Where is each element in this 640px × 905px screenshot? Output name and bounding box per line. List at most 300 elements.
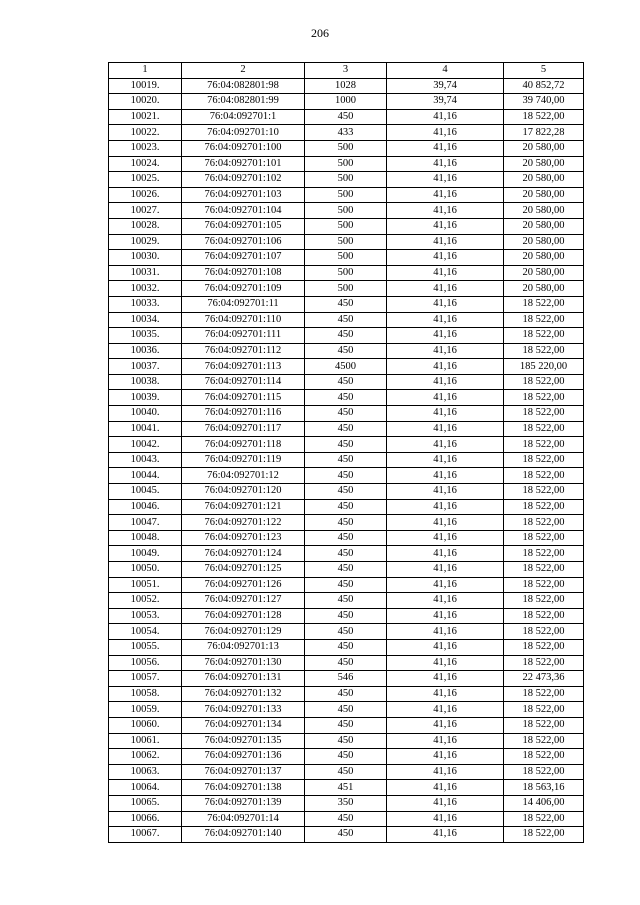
cadastral-number-cell: 76:04:082801:98 [182, 78, 305, 94]
value-cell: 18 522,00 [504, 468, 584, 484]
table-row [109, 671, 584, 687]
row-number-cell: 10032. [109, 281, 182, 297]
table-row [109, 328, 584, 344]
row-number-cell: 10054. [109, 624, 182, 640]
table-row [109, 546, 584, 562]
row-number-cell: 10039. [109, 390, 182, 406]
row-number-cell: 10053. [109, 608, 182, 624]
row-number-cell: 10048. [109, 530, 182, 546]
area-cell: 450 [305, 827, 387, 843]
cadastral-number-cell: 76:04:092701:128 [182, 608, 305, 624]
cadastral-number-cell: 76:04:092701:106 [182, 234, 305, 250]
value-cell: 18 522,00 [504, 312, 584, 328]
rate-cell: 41,16 [387, 811, 504, 827]
value-cell: 18 522,00 [504, 109, 584, 125]
value-cell: 18 522,00 [504, 639, 584, 655]
row-number-cell: 10055. [109, 639, 182, 655]
value-cell: 20 580,00 [504, 187, 584, 203]
row-number-cell: 10056. [109, 655, 182, 671]
value-cell: 18 522,00 [504, 624, 584, 640]
row-number-cell: 10058. [109, 686, 182, 702]
row-number-cell: 10057. [109, 671, 182, 687]
value-cell: 22 473,36 [504, 671, 584, 687]
value-cell: 18 522,00 [504, 499, 584, 515]
value-cell: 18 522,00 [504, 374, 584, 390]
value-cell: 20 580,00 [504, 250, 584, 266]
area-cell: 4500 [305, 359, 387, 375]
area-cell: 500 [305, 156, 387, 172]
row-number-cell: 10064. [109, 780, 182, 796]
row-number-cell: 10028. [109, 218, 182, 234]
value-cell: 18 522,00 [504, 421, 584, 437]
area-cell: 500 [305, 265, 387, 281]
rate-cell: 41,16 [387, 655, 504, 671]
table-row [109, 499, 584, 515]
area-cell: 500 [305, 234, 387, 250]
rate-cell: 41,16 [387, 390, 504, 406]
value-cell: 18 522,00 [504, 811, 584, 827]
table-row [109, 593, 584, 609]
row-number-cell: 10031. [109, 265, 182, 281]
rate-cell: 41,16 [387, 250, 504, 266]
column-number-cell: 4 [387, 63, 504, 79]
value-cell: 18 522,00 [504, 484, 584, 500]
row-number-cell: 10030. [109, 250, 182, 266]
row-number-cell: 10035. [109, 328, 182, 344]
rate-cell: 41,16 [387, 296, 504, 312]
table-row [109, 296, 584, 312]
value-cell: 18 522,00 [504, 437, 584, 453]
cadastral-number-cell: 76:04:092701:115 [182, 390, 305, 406]
rate-cell: 41,16 [387, 499, 504, 515]
value-cell: 18 563,16 [504, 780, 584, 796]
rate-cell: 39,74 [387, 94, 504, 110]
value-cell: 18 522,00 [504, 577, 584, 593]
value-cell: 40 852,72 [504, 78, 584, 94]
table-row [109, 265, 584, 281]
area-cell: 450 [305, 811, 387, 827]
table-row [109, 374, 584, 390]
area-cell: 450 [305, 702, 387, 718]
value-cell: 20 580,00 [504, 140, 584, 156]
column-number-cell: 2 [182, 63, 305, 79]
table-row [109, 608, 584, 624]
cadastral-number-cell: 76:04:092701:133 [182, 702, 305, 718]
table-row [109, 530, 584, 546]
value-cell: 18 522,00 [504, 717, 584, 733]
rate-cell: 41,16 [387, 452, 504, 468]
row-number-cell: 10043. [109, 452, 182, 468]
row-number-cell: 10029. [109, 234, 182, 250]
row-number-cell: 10038. [109, 374, 182, 390]
value-cell: 20 580,00 [504, 265, 584, 281]
row-number-cell: 10066. [109, 811, 182, 827]
cadastral-number-cell: 76:04:092701:112 [182, 343, 305, 359]
rate-cell: 41,16 [387, 312, 504, 328]
table-row [109, 515, 584, 531]
cadastral-number-cell: 76:04:092701:136 [182, 749, 305, 765]
column-number-cell: 5 [504, 63, 584, 79]
rate-cell: 41,16 [387, 421, 504, 437]
table-row [109, 437, 584, 453]
row-number-cell: 10052. [109, 593, 182, 609]
table-row [109, 250, 584, 266]
cadastral-number-cell: 76:04:092701:137 [182, 764, 305, 780]
cadastral-number-cell: 76:04:092701:116 [182, 406, 305, 422]
value-cell: 18 522,00 [504, 546, 584, 562]
area-cell: 500 [305, 203, 387, 219]
table-row [109, 312, 584, 328]
area-cell: 450 [305, 328, 387, 344]
table-row [109, 172, 584, 188]
area-cell: 450 [305, 624, 387, 640]
row-number-cell: 10044. [109, 468, 182, 484]
value-cell: 20 580,00 [504, 218, 584, 234]
area-cell: 450 [305, 577, 387, 593]
rate-cell: 41,16 [387, 780, 504, 796]
value-cell: 18 522,00 [504, 562, 584, 578]
rate-cell: 41,16 [387, 468, 504, 484]
area-cell: 1000 [305, 94, 387, 110]
rate-cell: 41,16 [387, 764, 504, 780]
rate-cell: 41,16 [387, 437, 504, 453]
table-row [109, 452, 584, 468]
rate-cell: 41,16 [387, 733, 504, 749]
value-cell: 39 740,00 [504, 94, 584, 110]
row-number-cell: 10026. [109, 187, 182, 203]
area-cell: 450 [305, 452, 387, 468]
row-number-cell: 10063. [109, 764, 182, 780]
cadastral-number-cell: 76:04:092701:131 [182, 671, 305, 687]
table-row [109, 78, 584, 94]
value-cell: 18 522,00 [504, 686, 584, 702]
area-cell: 450 [305, 717, 387, 733]
value-cell: 18 522,00 [504, 452, 584, 468]
cadastral-number-cell: 76:04:092701:11 [182, 296, 305, 312]
row-number-cell: 10037. [109, 359, 182, 375]
rate-cell: 41,16 [387, 109, 504, 125]
rate-cell: 41,16 [387, 530, 504, 546]
table-row [109, 109, 584, 125]
table-row [109, 203, 584, 219]
value-cell: 18 522,00 [504, 406, 584, 422]
rate-cell: 41,16 [387, 234, 504, 250]
value-cell: 18 522,00 [504, 827, 584, 843]
cadastral-number-cell: 76:04:092701:118 [182, 437, 305, 453]
rate-cell: 41,16 [387, 671, 504, 687]
area-cell: 450 [305, 655, 387, 671]
cadastral-number-cell: 76:04:092701:120 [182, 484, 305, 500]
rate-cell: 41,16 [387, 562, 504, 578]
cadastral-number-cell: 76:04:092701:103 [182, 187, 305, 203]
table-row [109, 421, 584, 437]
row-number-cell: 10042. [109, 437, 182, 453]
row-number-cell: 10062. [109, 749, 182, 765]
area-cell: 450 [305, 312, 387, 328]
rate-cell: 41,16 [387, 218, 504, 234]
area-cell: 450 [305, 686, 387, 702]
table-row [109, 639, 584, 655]
area-cell: 450 [305, 733, 387, 749]
cadastral-number-cell: 76:04:092701:113 [182, 359, 305, 375]
area-cell: 450 [305, 515, 387, 531]
rate-cell: 41,16 [387, 484, 504, 500]
table-row [109, 234, 584, 250]
table-row [109, 125, 584, 141]
cadastral-number-cell: 76:04:092701:138 [182, 780, 305, 796]
table-row [109, 811, 584, 827]
value-cell: 20 580,00 [504, 203, 584, 219]
cadastral-number-cell: 76:04:092701:12 [182, 468, 305, 484]
area-cell: 433 [305, 125, 387, 141]
row-number-cell: 10022. [109, 125, 182, 141]
cadastral-number-cell: 76:04:092701:132 [182, 686, 305, 702]
row-number-cell: 10045. [109, 484, 182, 500]
cadastral-number-cell: 76:04:092701:102 [182, 172, 305, 188]
value-cell: 18 522,00 [504, 655, 584, 671]
rate-cell: 41,16 [387, 827, 504, 843]
column-number-cell: 3 [305, 63, 387, 79]
rate-cell: 41,16 [387, 702, 504, 718]
rate-cell: 41,16 [387, 608, 504, 624]
cadastral-number-cell: 76:04:092701:140 [182, 827, 305, 843]
cadastral-number-cell: 76:04:092701:134 [182, 717, 305, 733]
cadastral-number-cell: 76:04:092701:100 [182, 140, 305, 156]
value-cell: 20 580,00 [504, 281, 584, 297]
row-number-cell: 10023. [109, 140, 182, 156]
cadastral-number-cell: 76:04:092701:104 [182, 203, 305, 219]
table-row [109, 655, 584, 671]
rate-cell: 41,16 [387, 125, 504, 141]
row-number-cell: 10061. [109, 733, 182, 749]
area-cell: 450 [305, 296, 387, 312]
area-cell: 450 [305, 562, 387, 578]
cadastral-number-cell: 76:04:092701:105 [182, 218, 305, 234]
cadastral-value-table [108, 62, 584, 843]
table-row [109, 764, 584, 780]
row-number-cell: 10040. [109, 406, 182, 422]
area-cell: 450 [305, 764, 387, 780]
cadastral-number-cell: 76:04:092701:14 [182, 811, 305, 827]
area-cell: 450 [305, 421, 387, 437]
cadastral-number-cell: 76:04:092701:123 [182, 530, 305, 546]
area-cell: 450 [305, 484, 387, 500]
cadastral-number-cell: 76:04:092701:130 [182, 655, 305, 671]
cadastral-number-cell: 76:04:092701:107 [182, 250, 305, 266]
rate-cell: 41,16 [387, 577, 504, 593]
value-cell: 185 220,00 [504, 359, 584, 375]
row-number-cell: 10027. [109, 203, 182, 219]
row-number-cell: 10050. [109, 562, 182, 578]
table-row [109, 406, 584, 422]
table-row [109, 749, 584, 765]
rate-cell: 41,16 [387, 686, 504, 702]
row-number-cell: 10059. [109, 702, 182, 718]
page-number: 206 [311, 26, 329, 40]
row-number-cell: 10060. [109, 717, 182, 733]
area-cell: 450 [305, 499, 387, 515]
rate-cell: 41,16 [387, 203, 504, 219]
value-cell: 20 580,00 [504, 234, 584, 250]
value-cell: 18 522,00 [504, 390, 584, 406]
rate-cell: 41,16 [387, 639, 504, 655]
area-cell: 450 [305, 749, 387, 765]
area-cell: 450 [305, 546, 387, 562]
table-header-row [109, 63, 584, 79]
table-row [109, 359, 584, 375]
value-cell: 18 522,00 [504, 343, 584, 359]
cadastral-number-cell: 76:04:092701:111 [182, 328, 305, 344]
table-row [109, 187, 584, 203]
cadastral-number-cell: 76:04:082801:99 [182, 94, 305, 110]
rate-cell: 41,16 [387, 374, 504, 390]
rate-cell: 41,16 [387, 406, 504, 422]
rate-cell: 41,16 [387, 749, 504, 765]
table-row [109, 156, 584, 172]
area-cell: 450 [305, 374, 387, 390]
row-number-cell: 10033. [109, 296, 182, 312]
value-cell: 18 522,00 [504, 749, 584, 765]
cadastral-number-cell: 76:04:092701:109 [182, 281, 305, 297]
row-number-cell: 10034. [109, 312, 182, 328]
table-row [109, 94, 584, 110]
table-row [109, 484, 584, 500]
rate-cell: 41,16 [387, 593, 504, 609]
cadastral-number-cell: 76:04:092701:117 [182, 421, 305, 437]
table-body [109, 63, 584, 843]
rate-cell: 41,16 [387, 343, 504, 359]
area-cell: 450 [305, 406, 387, 422]
rate-cell: 41,16 [387, 515, 504, 531]
area-cell: 450 [305, 468, 387, 484]
cadastral-number-cell: 76:04:092701:139 [182, 795, 305, 811]
value-cell: 18 522,00 [504, 530, 584, 546]
rate-cell: 41,16 [387, 281, 504, 297]
value-cell: 18 522,00 [504, 608, 584, 624]
value-cell: 20 580,00 [504, 156, 584, 172]
cadastral-number-cell: 76:04:092701:10 [182, 125, 305, 141]
row-number-cell: 10036. [109, 343, 182, 359]
cadastral-number-cell: 76:04:092701:101 [182, 156, 305, 172]
row-number-cell: 10067. [109, 827, 182, 843]
area-cell: 500 [305, 187, 387, 203]
table-row [109, 577, 584, 593]
rate-cell: 41,16 [387, 795, 504, 811]
table-row [109, 562, 584, 578]
cadastral-number-cell: 76:04:092701:122 [182, 515, 305, 531]
table-row [109, 140, 584, 156]
rate-cell: 41,16 [387, 172, 504, 188]
value-cell: 20 580,00 [504, 172, 584, 188]
row-number-cell: 10051. [109, 577, 182, 593]
area-cell: 1028 [305, 78, 387, 94]
area-cell: 450 [305, 639, 387, 655]
value-cell: 18 522,00 [504, 296, 584, 312]
cadastral-number-cell: 76:04:092701:124 [182, 546, 305, 562]
rate-cell: 41,16 [387, 140, 504, 156]
table-row [109, 702, 584, 718]
area-cell: 450 [305, 343, 387, 359]
area-cell: 450 [305, 530, 387, 546]
value-cell: 17 822,28 [504, 125, 584, 141]
rate-cell: 41,16 [387, 546, 504, 562]
table-row [109, 733, 584, 749]
rate-cell: 39,74 [387, 78, 504, 94]
cadastral-number-cell: 76:04:092701:121 [182, 499, 305, 515]
row-number-cell: 10065. [109, 795, 182, 811]
cadastral-number-cell: 76:04:092701:108 [182, 265, 305, 281]
rate-cell: 41,16 [387, 328, 504, 344]
cadastral-number-cell: 76:04:092701:125 [182, 562, 305, 578]
area-cell: 500 [305, 218, 387, 234]
value-cell: 18 522,00 [504, 593, 584, 609]
area-cell: 500 [305, 250, 387, 266]
area-cell: 500 [305, 281, 387, 297]
cadastral-number-cell: 76:04:092701:114 [182, 374, 305, 390]
rate-cell: 41,16 [387, 624, 504, 640]
rate-cell: 41,16 [387, 717, 504, 733]
rate-cell: 41,16 [387, 187, 504, 203]
table-row [109, 343, 584, 359]
column-number-cell: 1 [109, 63, 182, 79]
table-row [109, 218, 584, 234]
area-cell: 450 [305, 593, 387, 609]
value-cell: 18 522,00 [504, 515, 584, 531]
table-row [109, 624, 584, 640]
area-cell: 450 [305, 608, 387, 624]
area-cell: 451 [305, 780, 387, 796]
area-cell: 500 [305, 140, 387, 156]
cadastral-number-cell: 76:04:092701:110 [182, 312, 305, 328]
value-cell: 18 522,00 [504, 702, 584, 718]
cadastral-number-cell: 76:04:092701:129 [182, 624, 305, 640]
area-cell: 500 [305, 172, 387, 188]
table-row [109, 827, 584, 843]
cadastral-number-cell: 76:04:092701:119 [182, 452, 305, 468]
area-cell: 350 [305, 795, 387, 811]
value-cell: 14 406,00 [504, 795, 584, 811]
row-number-cell: 10041. [109, 421, 182, 437]
row-number-cell: 10047. [109, 515, 182, 531]
table-row [109, 468, 584, 484]
row-number-cell: 10024. [109, 156, 182, 172]
row-number-cell: 10025. [109, 172, 182, 188]
cadastral-number-cell: 76:04:092701:135 [182, 733, 305, 749]
table-row [109, 281, 584, 297]
rate-cell: 41,16 [387, 265, 504, 281]
rate-cell: 41,16 [387, 359, 504, 375]
cadastral-number-cell: 76:04:092701:1 [182, 109, 305, 125]
table-row [109, 795, 584, 811]
area-cell: 546 [305, 671, 387, 687]
table-row [109, 780, 584, 796]
table-row [109, 390, 584, 406]
table-row [109, 686, 584, 702]
value-cell: 18 522,00 [504, 733, 584, 749]
row-number-cell: 10049. [109, 546, 182, 562]
row-number-cell: 10021. [109, 109, 182, 125]
area-cell: 450 [305, 437, 387, 453]
row-number-cell: 10019. [109, 78, 182, 94]
cadastral-number-cell: 76:04:092701:126 [182, 577, 305, 593]
value-cell: 18 522,00 [504, 764, 584, 780]
cadastral-number-cell: 76:04:092701:127 [182, 593, 305, 609]
rate-cell: 41,16 [387, 156, 504, 172]
area-cell: 450 [305, 109, 387, 125]
table-row [109, 717, 584, 733]
row-number-cell: 10020. [109, 94, 182, 110]
value-cell: 18 522,00 [504, 328, 584, 344]
